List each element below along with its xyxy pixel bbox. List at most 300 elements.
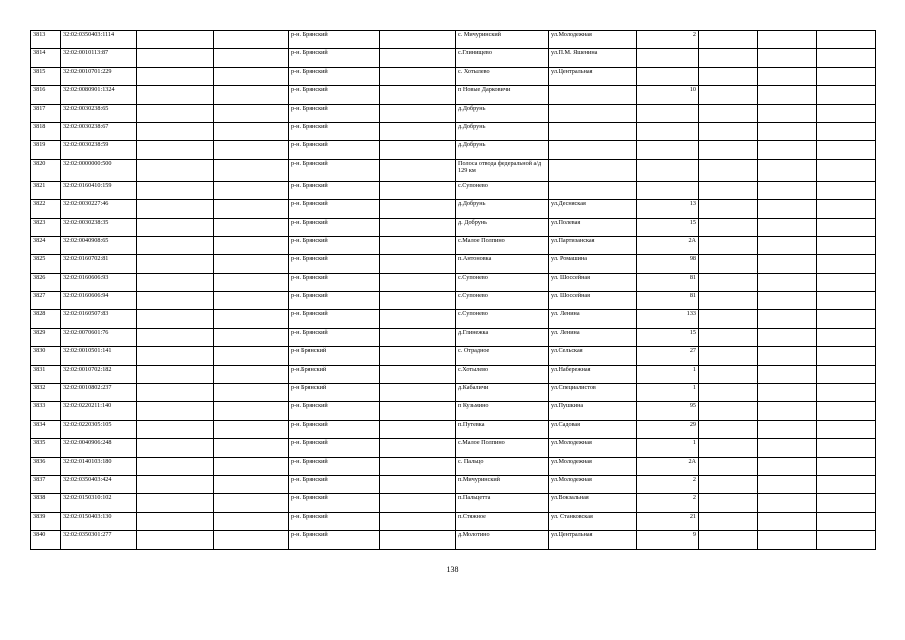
row-number-cell: 3815 bbox=[31, 67, 61, 85]
settlement-cell: с.Супонево bbox=[456, 292, 549, 310]
street-cell: ул. Шоссейная bbox=[549, 273, 637, 291]
empty-cell bbox=[380, 310, 456, 328]
empty-cell bbox=[380, 494, 456, 512]
empty-cell bbox=[817, 328, 876, 346]
empty-cell bbox=[137, 141, 214, 159]
settlement-cell: д.Добрунь bbox=[456, 200, 549, 218]
empty-cell bbox=[380, 512, 456, 530]
house-number-cell: 29 bbox=[637, 420, 699, 438]
table-row bbox=[31, 457, 876, 475]
empty-cell bbox=[817, 200, 876, 218]
table-row bbox=[31, 86, 876, 104]
house-number-cell bbox=[637, 67, 699, 85]
table-row bbox=[31, 475, 876, 493]
empty-cell bbox=[817, 439, 876, 457]
empty-cell bbox=[758, 328, 817, 346]
empty-cell bbox=[817, 31, 876, 49]
street-cell: ул. Станковская bbox=[549, 512, 637, 530]
empty-cell bbox=[214, 292, 289, 310]
empty-cell bbox=[817, 49, 876, 67]
empty-cell bbox=[758, 159, 817, 181]
district-cell: р-н. Брянский bbox=[289, 200, 380, 218]
empty-cell bbox=[699, 328, 758, 346]
empty-cell bbox=[137, 531, 214, 549]
street-cell: ул.Центральная bbox=[549, 67, 637, 85]
empty-cell bbox=[699, 365, 758, 383]
street-cell: ул. Ленина bbox=[549, 328, 637, 346]
empty-cell bbox=[380, 31, 456, 49]
settlement-cell: п Новые Дарковичи bbox=[456, 86, 549, 104]
table-row bbox=[31, 218, 876, 236]
empty-cell bbox=[137, 365, 214, 383]
settlement-cell: д.Глинежка bbox=[456, 328, 549, 346]
table-row bbox=[31, 292, 876, 310]
table-row bbox=[31, 236, 876, 254]
house-number-cell: 15 bbox=[637, 328, 699, 346]
empty-cell bbox=[758, 273, 817, 291]
cadastral-number-cell: 32:02:0150310:102 bbox=[61, 494, 137, 512]
empty-cell bbox=[758, 86, 817, 104]
empty-cell bbox=[699, 420, 758, 438]
district-cell: р-н. Брянский bbox=[289, 159, 380, 181]
empty-cell bbox=[817, 104, 876, 122]
row-number-cell: 3821 bbox=[31, 181, 61, 199]
empty-cell bbox=[817, 512, 876, 530]
empty-cell bbox=[214, 457, 289, 475]
empty-cell bbox=[137, 236, 214, 254]
settlement-cell: с. Мичуринский bbox=[456, 31, 549, 49]
empty-cell bbox=[214, 200, 289, 218]
empty-cell bbox=[137, 86, 214, 104]
table-row bbox=[31, 67, 876, 85]
empty-cell bbox=[817, 141, 876, 159]
empty-cell bbox=[214, 67, 289, 85]
empty-cell bbox=[817, 181, 876, 199]
empty-cell bbox=[214, 475, 289, 493]
empty-cell bbox=[817, 122, 876, 140]
empty-cell bbox=[758, 347, 817, 365]
empty-cell bbox=[137, 494, 214, 512]
table-row bbox=[31, 420, 876, 438]
street-cell: ул.Полевая bbox=[549, 218, 637, 236]
empty-cell bbox=[137, 512, 214, 530]
empty-cell bbox=[137, 273, 214, 291]
row-number-cell: 3820 bbox=[31, 159, 61, 181]
empty-cell bbox=[137, 49, 214, 67]
district-cell: р-н. Брянский bbox=[289, 218, 380, 236]
house-number-cell: 81 bbox=[637, 292, 699, 310]
empty-cell bbox=[380, 159, 456, 181]
empty-cell bbox=[214, 159, 289, 181]
cadastral-number-cell: 32:02:0220211:140 bbox=[61, 402, 137, 420]
row-number-cell: 3824 bbox=[31, 236, 61, 254]
empty-cell bbox=[214, 310, 289, 328]
table-row bbox=[31, 384, 876, 402]
empty-cell bbox=[214, 439, 289, 457]
table-row bbox=[31, 365, 876, 383]
empty-cell bbox=[817, 310, 876, 328]
district-cell: р-н. Брянский bbox=[289, 457, 380, 475]
street-cell: ул.Молодежная bbox=[549, 439, 637, 457]
cadastral-number-cell: 32:02:0010701:229 bbox=[61, 67, 137, 85]
empty-cell bbox=[137, 420, 214, 438]
empty-cell bbox=[380, 49, 456, 67]
row-number-cell: 3830 bbox=[31, 347, 61, 365]
empty-cell bbox=[758, 200, 817, 218]
house-number-cell bbox=[637, 122, 699, 140]
empty-cell bbox=[817, 218, 876, 236]
cadastral-number-cell: 32:02:0010113:87 bbox=[61, 49, 137, 67]
cadastral-number-cell: 32:02:0350301:277 bbox=[61, 531, 137, 549]
empty-cell bbox=[758, 292, 817, 310]
land-register-table bbox=[30, 30, 876, 550]
row-number-cell: 3831 bbox=[31, 365, 61, 383]
empty-cell bbox=[214, 122, 289, 140]
empty-cell bbox=[699, 494, 758, 512]
street-cell: ул. Ленина bbox=[549, 310, 637, 328]
street-cell bbox=[549, 141, 637, 159]
empty-cell bbox=[758, 49, 817, 67]
empty-cell bbox=[214, 365, 289, 383]
district-cell: р-н. Брянский bbox=[289, 402, 380, 420]
empty-cell bbox=[380, 141, 456, 159]
house-number-cell: 98 bbox=[637, 255, 699, 273]
empty-cell bbox=[380, 328, 456, 346]
empty-cell bbox=[214, 218, 289, 236]
house-number-cell: 15 bbox=[637, 218, 699, 236]
house-number-cell bbox=[637, 181, 699, 199]
row-number-cell: 3837 bbox=[31, 475, 61, 493]
empty-cell bbox=[817, 494, 876, 512]
street-cell: ул.Молодежная bbox=[549, 31, 637, 49]
empty-cell bbox=[214, 104, 289, 122]
empty-cell bbox=[214, 273, 289, 291]
empty-cell bbox=[380, 104, 456, 122]
empty-cell bbox=[380, 439, 456, 457]
empty-cell bbox=[758, 218, 817, 236]
house-number-cell: 1 bbox=[637, 439, 699, 457]
street-cell bbox=[549, 159, 637, 181]
row-number-cell: 3823 bbox=[31, 218, 61, 236]
street-cell bbox=[549, 122, 637, 140]
district-cell: р-н. Брянский bbox=[289, 31, 380, 49]
row-number-cell: 3814 bbox=[31, 49, 61, 67]
district-cell: р-н. Брянский bbox=[289, 104, 380, 122]
row-number-cell: 3822 bbox=[31, 200, 61, 218]
empty-cell bbox=[699, 49, 758, 67]
empty-cell bbox=[699, 512, 758, 530]
empty-cell bbox=[758, 457, 817, 475]
district-cell: р-н. Брянский bbox=[289, 181, 380, 199]
district-cell: р-н Брянский bbox=[289, 384, 380, 402]
district-cell: р-н. Брянский bbox=[289, 49, 380, 67]
empty-cell bbox=[214, 255, 289, 273]
row-number-cell: 3825 bbox=[31, 255, 61, 273]
empty-cell bbox=[699, 347, 758, 365]
empty-cell bbox=[817, 67, 876, 85]
street-cell: ул.Десняская bbox=[549, 200, 637, 218]
table-row bbox=[31, 31, 876, 49]
empty-cell bbox=[699, 531, 758, 549]
house-number-cell: 95 bbox=[637, 402, 699, 420]
empty-cell bbox=[699, 439, 758, 457]
empty-cell bbox=[817, 402, 876, 420]
table-row bbox=[31, 255, 876, 273]
house-number-cell: 2 bbox=[637, 475, 699, 493]
settlement-cell: с.Супонево bbox=[456, 273, 549, 291]
house-number-cell: 10 bbox=[637, 86, 699, 104]
empty-cell bbox=[380, 86, 456, 104]
empty-cell bbox=[137, 439, 214, 457]
table-row bbox=[31, 122, 876, 140]
empty-cell bbox=[758, 384, 817, 402]
empty-cell bbox=[380, 255, 456, 273]
empty-cell bbox=[380, 122, 456, 140]
empty-cell bbox=[214, 347, 289, 365]
table-row bbox=[31, 141, 876, 159]
empty-cell bbox=[699, 457, 758, 475]
settlement-cell: д.Добрунь bbox=[456, 104, 549, 122]
empty-cell bbox=[699, 141, 758, 159]
empty-cell bbox=[137, 104, 214, 122]
cadastral-number-cell: 32:02:0350403:424 bbox=[61, 475, 137, 493]
empty-cell bbox=[758, 420, 817, 438]
empty-cell bbox=[817, 236, 876, 254]
district-cell: р-н. Брянский bbox=[289, 141, 380, 159]
street-cell: ул.Молодежная bbox=[549, 457, 637, 475]
cadastral-number-cell: 32:02:0030238:65 bbox=[61, 104, 137, 122]
empty-cell bbox=[214, 531, 289, 549]
cadastral-number-cell: 32:02:0160507:83 bbox=[61, 310, 137, 328]
street-cell: ул.Специалистов bbox=[549, 384, 637, 402]
empty-cell bbox=[380, 384, 456, 402]
street-cell: ул.Центральная bbox=[549, 531, 637, 549]
row-number-cell: 3840 bbox=[31, 531, 61, 549]
settlement-cell: с.Малое Полпино bbox=[456, 236, 549, 254]
empty-cell bbox=[699, 292, 758, 310]
empty-cell bbox=[758, 310, 817, 328]
street-cell: ул.Молодежная bbox=[549, 475, 637, 493]
table-row bbox=[31, 200, 876, 218]
house-number-cell bbox=[637, 141, 699, 159]
settlement-cell: с. Хотылево bbox=[456, 67, 549, 85]
empty-cell bbox=[380, 420, 456, 438]
row-number-cell: 3817 bbox=[31, 104, 61, 122]
cadastral-number-cell: 32:02:0160410:159 bbox=[61, 181, 137, 199]
empty-cell bbox=[380, 200, 456, 218]
row-number-cell: 3827 bbox=[31, 292, 61, 310]
empty-cell bbox=[214, 49, 289, 67]
cadastral-number-cell: 32:02:0040908:65 bbox=[61, 236, 137, 254]
cadastral-number-cell: 32:02:0040906:248 bbox=[61, 439, 137, 457]
district-cell: р-н. Брянский bbox=[289, 531, 380, 549]
street-cell bbox=[549, 181, 637, 199]
table-row bbox=[31, 181, 876, 199]
empty-cell bbox=[758, 67, 817, 85]
house-number-cell: 27 bbox=[637, 347, 699, 365]
empty-cell bbox=[817, 255, 876, 273]
settlement-cell: с.Глинищево bbox=[456, 49, 549, 67]
empty-cell bbox=[214, 494, 289, 512]
empty-cell bbox=[380, 181, 456, 199]
empty-cell bbox=[214, 236, 289, 254]
empty-cell bbox=[699, 402, 758, 420]
street-cell: ул.П.М. Яшенина bbox=[549, 49, 637, 67]
empty-cell bbox=[699, 310, 758, 328]
empty-cell bbox=[137, 292, 214, 310]
cadastral-number-cell: 32:02:0030238:35 bbox=[61, 218, 137, 236]
empty-cell bbox=[758, 255, 817, 273]
cadastral-number-cell: 32:02:0150403:130 bbox=[61, 512, 137, 530]
empty-cell bbox=[137, 457, 214, 475]
street-cell: ул. Шоссейная bbox=[549, 292, 637, 310]
empty-cell bbox=[817, 273, 876, 291]
empty-cell bbox=[137, 347, 214, 365]
empty-cell bbox=[817, 347, 876, 365]
empty-cell bbox=[758, 181, 817, 199]
empty-cell bbox=[380, 67, 456, 85]
empty-cell bbox=[214, 420, 289, 438]
table-row bbox=[31, 49, 876, 67]
empty-cell bbox=[758, 31, 817, 49]
settlement-cell: с.Хотылево bbox=[456, 365, 549, 383]
empty-cell bbox=[817, 475, 876, 493]
empty-cell bbox=[137, 310, 214, 328]
empty-cell bbox=[380, 475, 456, 493]
empty-cell bbox=[214, 181, 289, 199]
settlement-cell: д.Кабаличи bbox=[456, 384, 549, 402]
settlement-cell: с. Отрадное bbox=[456, 347, 549, 365]
empty-cell bbox=[380, 218, 456, 236]
street-cell: ул.Садовая bbox=[549, 420, 637, 438]
table-row bbox=[31, 512, 876, 530]
street-cell: ул.Вокзальная bbox=[549, 494, 637, 512]
empty-cell bbox=[758, 512, 817, 530]
table-row bbox=[31, 531, 876, 549]
cadastral-number-cell: 32:02:0010802:237 bbox=[61, 384, 137, 402]
table-row bbox=[31, 439, 876, 457]
settlement-cell: д. Добрунь bbox=[456, 218, 549, 236]
street-cell bbox=[549, 104, 637, 122]
empty-cell bbox=[380, 236, 456, 254]
settlement-cell: п.Путевка bbox=[456, 420, 549, 438]
street-cell bbox=[549, 86, 637, 104]
empty-cell bbox=[817, 292, 876, 310]
district-cell: р-н.Брянский bbox=[289, 365, 380, 383]
house-number-cell: 9 bbox=[637, 531, 699, 549]
row-number-cell: 3835 bbox=[31, 439, 61, 457]
page-number: 138 bbox=[446, 565, 459, 574]
cadastral-number-cell: 32:02:0010702:182 bbox=[61, 365, 137, 383]
empty-cell bbox=[817, 457, 876, 475]
district-cell: р-н Брянский bbox=[289, 347, 380, 365]
empty-cell bbox=[380, 273, 456, 291]
empty-cell bbox=[137, 402, 214, 420]
district-cell: р-н. Брянский bbox=[289, 310, 380, 328]
empty-cell bbox=[137, 475, 214, 493]
house-number-cell: 21 bbox=[637, 512, 699, 530]
settlement-cell: п.Мичуринский bbox=[456, 475, 549, 493]
empty-cell bbox=[214, 328, 289, 346]
house-number-cell bbox=[637, 104, 699, 122]
settlement-cell: п.Стяжное bbox=[456, 512, 549, 530]
cadastral-number-cell: 32:02:0080901:1324 bbox=[61, 86, 137, 104]
empty-cell bbox=[699, 236, 758, 254]
table-row bbox=[31, 328, 876, 346]
empty-cell bbox=[699, 31, 758, 49]
empty-cell bbox=[137, 31, 214, 49]
row-number-cell: 3836 bbox=[31, 457, 61, 475]
house-number-cell: 1 bbox=[637, 384, 699, 402]
empty-cell bbox=[214, 402, 289, 420]
empty-cell bbox=[137, 200, 214, 218]
district-cell: р-н. Брянский bbox=[289, 292, 380, 310]
table-row bbox=[31, 494, 876, 512]
house-number-cell: 1 bbox=[637, 365, 699, 383]
street-cell: ул.Сельская bbox=[549, 347, 637, 365]
empty-cell bbox=[214, 86, 289, 104]
empty-cell bbox=[758, 122, 817, 140]
empty-cell bbox=[137, 67, 214, 85]
empty-cell bbox=[817, 159, 876, 181]
table-row bbox=[31, 159, 876, 181]
empty-cell bbox=[214, 141, 289, 159]
empty-cell bbox=[137, 218, 214, 236]
settlement-cell: п.Пальцетта bbox=[456, 494, 549, 512]
empty-cell bbox=[758, 531, 817, 549]
empty-cell bbox=[817, 365, 876, 383]
row-number-cell: 3816 bbox=[31, 86, 61, 104]
empty-cell bbox=[758, 365, 817, 383]
empty-cell bbox=[214, 384, 289, 402]
empty-cell bbox=[758, 475, 817, 493]
district-cell: р-н. Брянский bbox=[289, 328, 380, 346]
settlement-cell: с.Супонево bbox=[456, 181, 549, 199]
empty-cell bbox=[758, 402, 817, 420]
settlement-cell: д.Добрунь bbox=[456, 122, 549, 140]
row-number-cell: 3839 bbox=[31, 512, 61, 530]
district-cell: р-н. Брянский bbox=[289, 475, 380, 493]
empty-cell bbox=[380, 531, 456, 549]
table-row bbox=[31, 273, 876, 291]
empty-cell bbox=[758, 104, 817, 122]
empty-cell bbox=[699, 122, 758, 140]
cadastral-number-cell: 32:02:0350403:1114 bbox=[61, 31, 137, 49]
empty-cell bbox=[137, 181, 214, 199]
street-cell: ул.Набережная bbox=[549, 365, 637, 383]
empty-cell bbox=[214, 512, 289, 530]
empty-cell bbox=[699, 159, 758, 181]
district-cell: р-н. Брянский bbox=[289, 86, 380, 104]
house-number-cell: 81 bbox=[637, 273, 699, 291]
settlement-cell: п.Антоновка bbox=[456, 255, 549, 273]
empty-cell bbox=[699, 86, 758, 104]
table-row bbox=[31, 310, 876, 328]
district-cell: р-н. Брянский bbox=[289, 236, 380, 254]
empty-cell bbox=[137, 384, 214, 402]
empty-cell bbox=[758, 236, 817, 254]
house-number-cell: 13 bbox=[637, 200, 699, 218]
row-number-cell: 3838 bbox=[31, 494, 61, 512]
row-number-cell: 3829 bbox=[31, 328, 61, 346]
house-number-cell bbox=[637, 159, 699, 181]
settlement-cell: Полоса отвода федеральной а/д 129 км bbox=[456, 159, 549, 181]
empty-cell bbox=[699, 181, 758, 199]
empty-cell bbox=[137, 328, 214, 346]
empty-cell bbox=[380, 292, 456, 310]
house-number-cell: 2А bbox=[637, 236, 699, 254]
district-cell: р-н. Брянский bbox=[289, 273, 380, 291]
